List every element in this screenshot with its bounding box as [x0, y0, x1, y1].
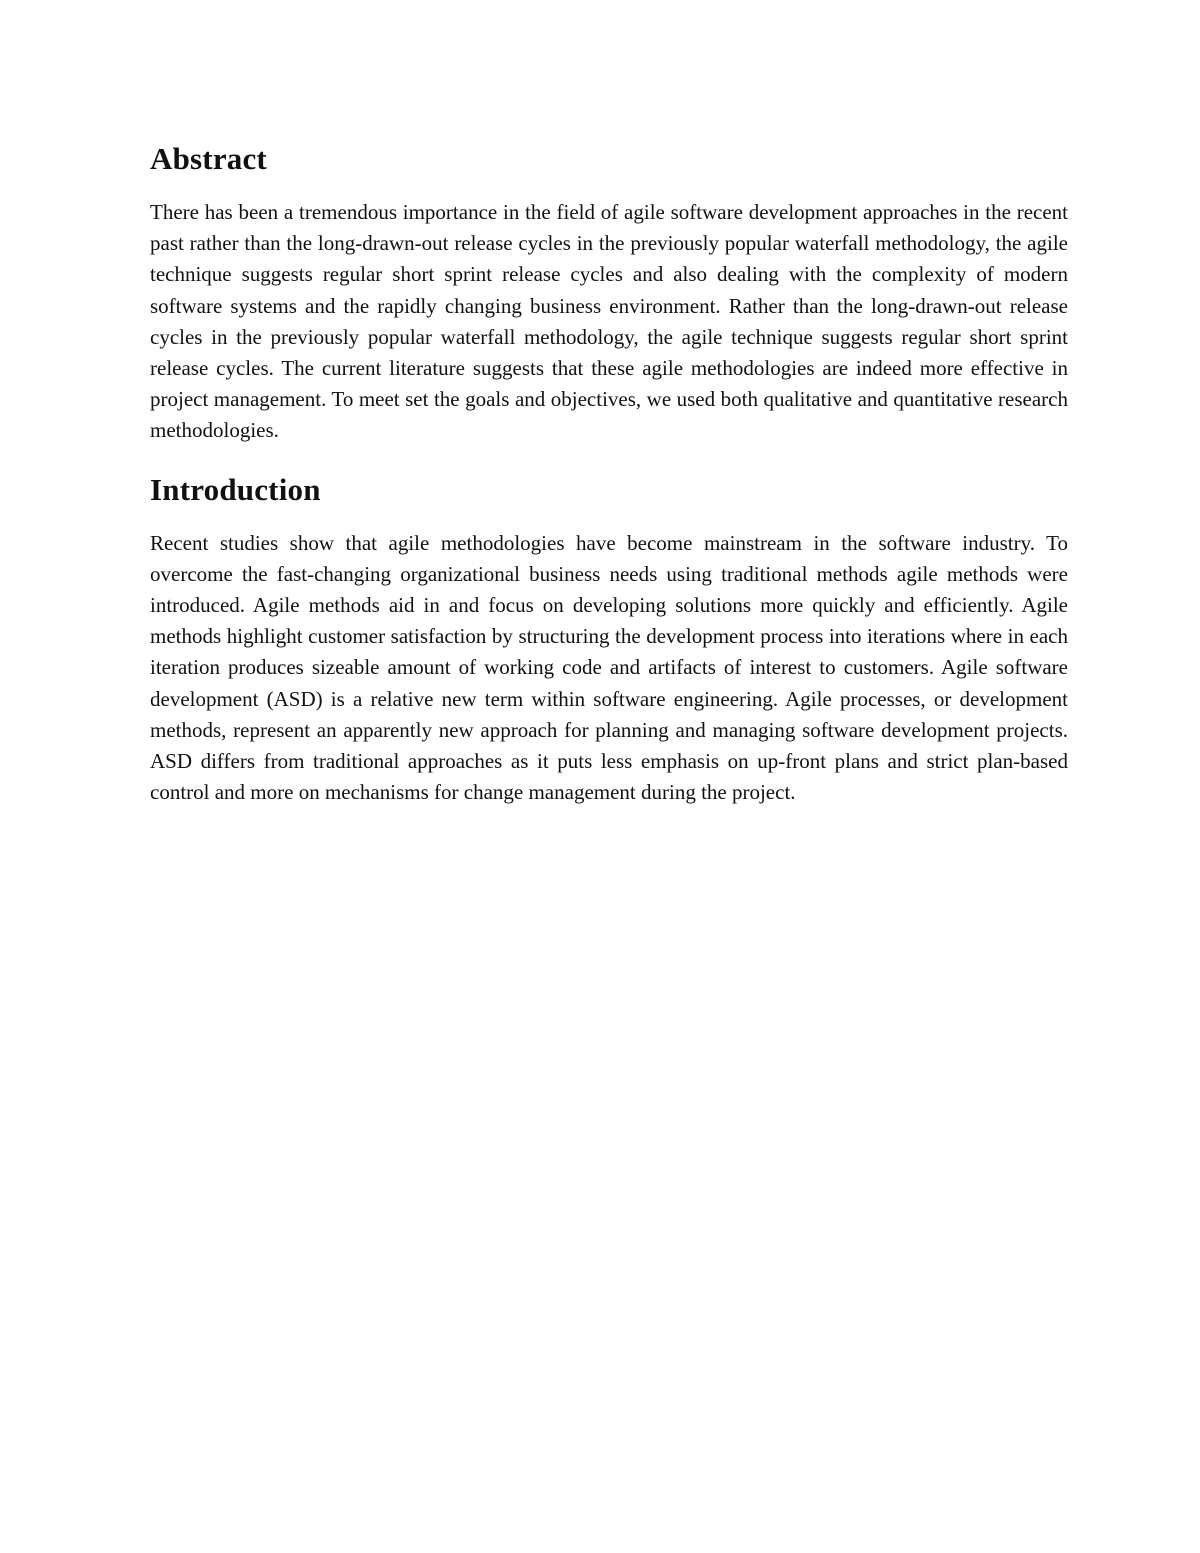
abstract-paragraph: There has been a tremendous importance in the field of agile software development approaches in the recent past rather than the long-drawn-out release cycles in the previously popular waterfall methodology, the agile technique suggests regular short sprint release cycles and also dealing with the complexity of modern software systems and the rapidly changing business environment. Rather than the long-drawn-out release cycles in the previously popular waterfall methodology, the agile technique suggests regular short sprint release cycles. The current literature suggests that these agile methodologies are indeed more effective in project management. To meet set the goals and objectives, we used both qualitative and quantitative research methodologies.	[150, 200, 1068, 443]
introduction-heading: Introduction	[150, 471, 321, 507]
introduction-section	[150, 469, 1068, 809]
abstract-section	[150, 138, 1068, 447]
document-page	[150, 138, 1068, 808]
introduction-paragraph: Recent studies show that agile methodologies have become mainstream in the software industry. To overcome the fast-changing organizational business needs using traditional methods agile methods were introduced. Agile methods aid in and focus on developing solutions more quickly and efficiently. Agile methods highlight customer satisfaction by structuring the development process into iterations where in each iteration produces sizeable amount of working code and artifacts of interest to customers. Agile software development (ASD) is a relative new term within software engineering. Agile processes, or development methods, represent an apparently new approach for planning and managing software development projects. ASD differs from traditional approaches as it puts less emphasis on up-front plans and strict plan-based control and more on mechanisms for change management during the project.	[150, 530, 1068, 805]
abstract-heading: Abstract	[150, 141, 267, 176]
